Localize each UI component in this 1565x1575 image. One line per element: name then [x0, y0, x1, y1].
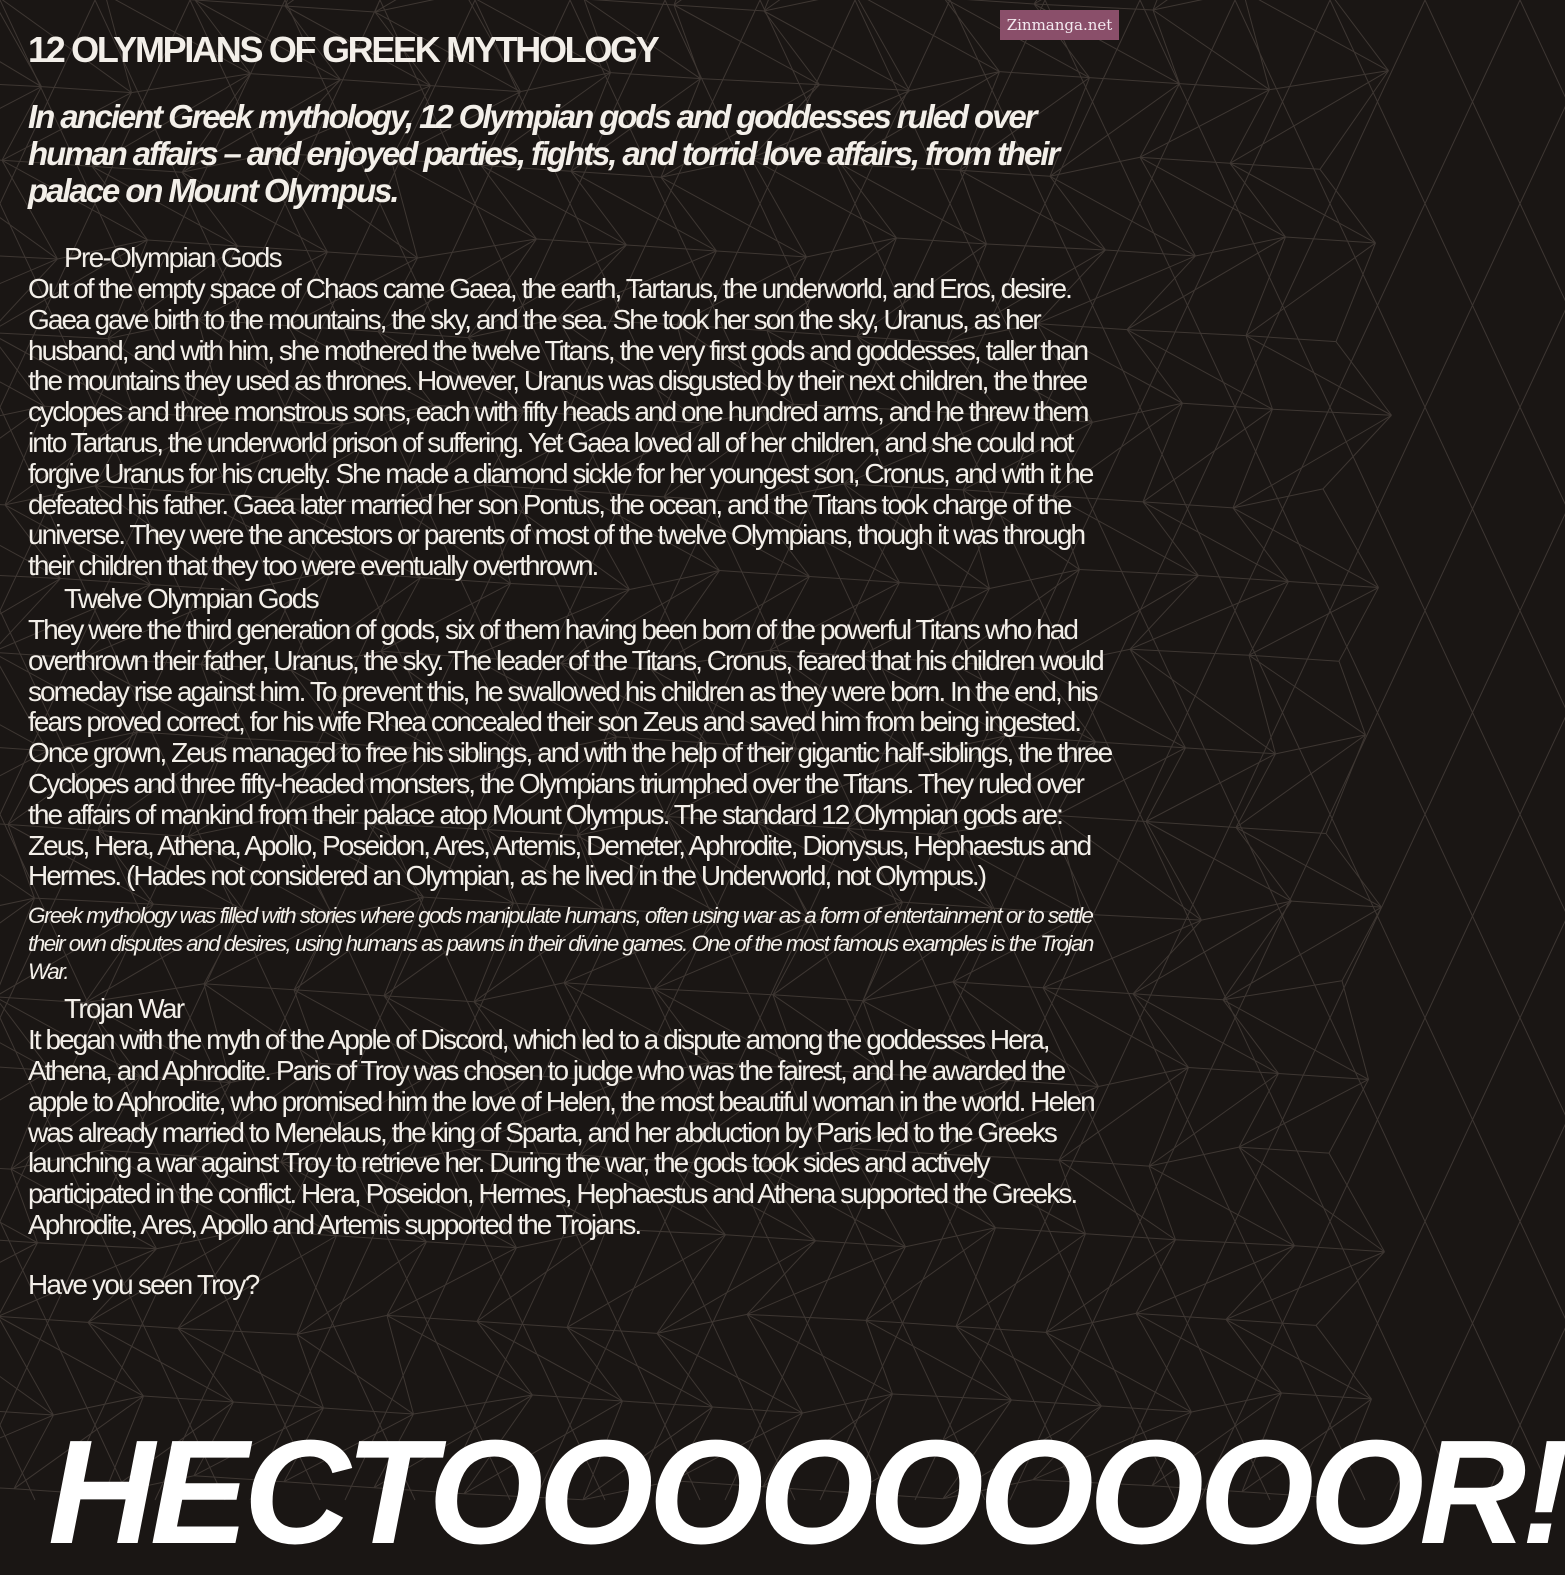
section-body-pre-olympian: Out of the empty space of Chaos came Gaea, the earth, Tartarus, the underworld, and Eros, desire. Gaea gave birth to the mountains, the sky, and the sea. She took her son the sky, Uranus, as her husband, and with him, she mothered the twelve Titans, the very first gods and goddesses, taller than the mountains they used as thrones. However, Uranus was disgusted by their next children, the three cyclopes and three monstrous sons, each with fifty heads and one hundred arms, and he threw them into Tartarus, the underworld prison of suffering. Yet Gaea loved all of her children, and she could not forgive Uranus for his cruelty. She made a diamond sickle for her youngest son, Cronus, and with it he defeated his father. Gaea later married her son Pontus, the ocean, and the Titans took charge of the universe. They were the ancestors or parents of most of the twelve Olympians, though it was through their children that they too were eventually overthrown. [28, 273, 1093, 582]
section-heading-twelve-olympian: Twelve Olympian Gods [64, 582, 318, 614]
section-body-twelve-olympian: They were the third generation of gods, six of them having been born of the powerful Titans who had overthrown their father, Uranus, the sky. The leader of the Titans, Cronus, feared that his children would someday rise against him. To prevent this, he swallowed his children as they were born. In the end, his fears proved correct, for his wife Rhea concealed their son Zeus and saved him from being ingested. Once grown, Zeus managed to free his siblings, and with the help of their gigantic half-siblings, the three Cyclopes and three fifty-headed monsters, the Olympians triumphed over the Titans. They ruled over the affairs of mankind from their palace atop Mount Olympus. The standard 12 Olympian gods are: Zeus, Hera, Athena, Apollo, Poseidon, Ares, Artemis, Demeter, Aphrodite, Dionysus, Hephaestus and Hermes. (Hades not considered an Olympian, as he lived in the Underworld, not Olympus.) [28, 613, 1112, 892]
section-twelve-olympian [28, 582, 1113, 892]
shout-text: HECTOOOOOOOOOR! [48, 1410, 1565, 1575]
section-trojan-war [28, 992, 1113, 1241]
closing-question: Have you seen Troy? [28, 1268, 259, 1300]
section-heading-pre-olympian: Pre-Olympian Gods [64, 242, 281, 273]
section-pre-olympian [28, 241, 1113, 582]
intro-paragraph: In ancient Greek mythology, 12 Olympian gods and goddesses ruled over human affairs – and enjoyed parties, fights, and torrid love affairs, from their palace on Mount Olympus. [28, 98, 1059, 209]
watermark-badge: Zinmanga.net [1000, 10, 1119, 40]
page-title: 12 OLYMPIANS OF GREEK MYTHOLOGY [28, 29, 658, 70]
section-heading-trojan-war: Trojan War [64, 993, 184, 1025]
section-body-trojan-war: It began with the myth of the Apple of Discord, which led to a dispute among the goddesses Hera, Athena, and Aphrodite. Paris of Troy was chosen to judge who was the fairest, and he awarded the apple to Aphrodite, who promised him the love of Helen, the most beautiful woman in the world. Helen was already married to Menelaus, the king of Sparta, and her abduction by Paris led to the Greeks launching a war against Troy to retrieve her. During the war, the gods took sides and actively participated in the conflict. Hera, Poseidon, Hermes, Hephaestus and Athena supported the Greeks. Aphrodite, Ares, Apollo and Artemis supported the Trojans. [28, 1024, 1094, 1240]
article [28, 28, 1113, 1301]
aside-note: Greek mythology was filled with stories where gods manipulate humans, often using war as a form of entertainment or to settle their own disputes and desires, using humans as pawns in their divine games. One of the most famous examples is the Trojan War. [28, 903, 1093, 985]
